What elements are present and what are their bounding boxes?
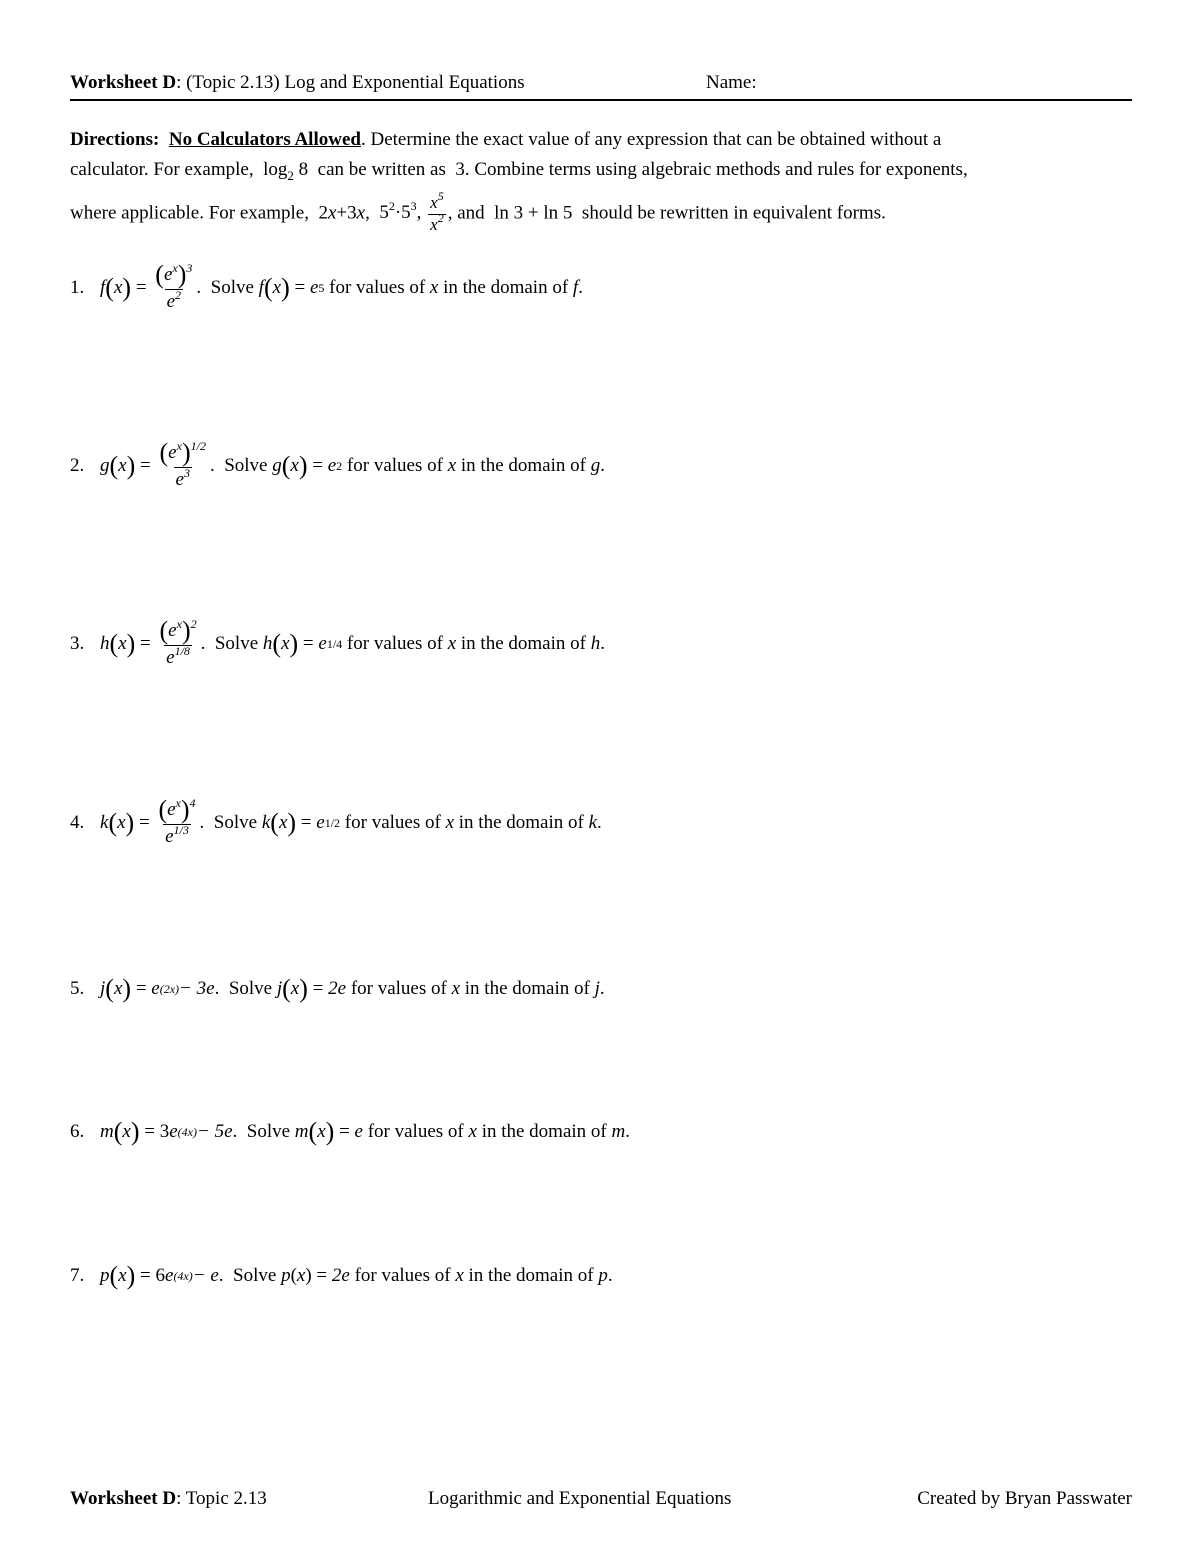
problem-6: 6. m ( x ) = 3 e (4x) − 5e . Solve m ( x ) = e for values of x in the domain of m . (70, 1117, 630, 1146)
in-domain-text: in the domain of (464, 978, 590, 999)
title-bold: Worksheet D (70, 72, 177, 93)
header (70, 72, 1132, 101)
function-name: m (294, 1121, 309, 1142)
problem-4: 4. k ( x ) = $\frac{(e^x)^4}{e^{1/3}}$ . Solve k ( x ) = e 1/2 for values of x in the domain of k . (70, 795, 602, 847)
definition-fraction: $\frac{(e^x)^3}{e^2}$ (155, 260, 193, 312)
rhs-value: 2e (331, 1265, 350, 1286)
directions-line3-c: should be rewritten in equivalent forms. (581, 202, 886, 224)
solve-word: Solve (214, 633, 259, 654)
in-domain-text: in the domain of (468, 1265, 594, 1286)
numerator-exponent: 4 (189, 796, 196, 810)
directions-line2-b: can be written as (317, 159, 446, 180)
rhs-value: e (354, 1121, 363, 1142)
for-values-text: for values of (350, 978, 447, 999)
example-sum: 2x+3x, (318, 202, 370, 224)
function-name: f (572, 277, 579, 298)
numerator-exponent: 1/2 (190, 439, 206, 453)
definition-tail: − 5e (197, 1121, 233, 1142)
problem-number: 5. (70, 978, 85, 999)
example-product: $5^2\cdot 5^3$, (379, 199, 422, 224)
problem-5: 5. j ( x ) = e (2x) − 3e . Solve j ( x ) = 2e for values of x in the domain of j . (70, 974, 605, 1003)
directions-line3-b: , and (447, 202, 485, 224)
definition-coefficient: 6 (155, 1265, 165, 1286)
directions-line2-a: calculator. For example, (70, 159, 254, 180)
problem-7: 7. p ( x ) = 6 e (4x) − e . Solve p ( x ) = 2e for values of x in the domain of p . (70, 1261, 613, 1290)
function-name: j (276, 978, 283, 999)
function-name: p (100, 1265, 110, 1286)
function-name: k (588, 812, 598, 833)
solve-word: Solve (213, 812, 258, 833)
function-name: m (611, 1121, 626, 1142)
problem-1: 1. f ( x ) = $\frac{(e^x)^3}{e^2}$ . Solve f ( x ) = e 5 for values of x in the domain of f . (70, 260, 583, 312)
function-name: f (258, 277, 264, 298)
footer-right: Created by Bryan Passwater (917, 1488, 1132, 1509)
directions-line-3 (70, 189, 886, 235)
name-label: Name: (706, 72, 757, 93)
solve-word: Solve (246, 1121, 291, 1142)
in-domain-text: in the domain of (458, 812, 584, 833)
for-values-text: for values of (344, 812, 441, 833)
worksheet-title (70, 72, 525, 94)
problem-3: 3. h ( x ) = $\frac{(e^x)^2}{e^{1/8}}$ . Solve h ( x ) = e 1/4 for values of x in the domain of h . (70, 616, 605, 668)
function-name: h (590, 633, 601, 654)
for-values-text: for values of (354, 1265, 451, 1286)
definition-fraction: $\frac{(e^x)^{1/2}}{e^3}$ (159, 438, 206, 490)
in-domain-text: in the domain of (481, 1121, 607, 1142)
rhs-value: 2e (328, 978, 347, 999)
footer-left-rest: : Topic 2.13 (176, 1488, 267, 1509)
function-name: k (261, 812, 271, 833)
problem-number: 3. (70, 633, 85, 654)
definition-fraction: $\frac{(e^x)^4}{e^{1/3}}$ (158, 795, 196, 847)
directions-line-1 (70, 125, 941, 155)
function-name: g (590, 455, 601, 476)
definition-coefficient: 3 (159, 1121, 170, 1142)
log-example: $\log_2 8$ (263, 159, 309, 183)
function-name: m (100, 1121, 114, 1142)
solve-word: Solve (224, 455, 268, 476)
solve-word: Solve (210, 277, 254, 298)
directions-line-2 (70, 155, 968, 185)
in-domain-text: in the domain of (460, 633, 586, 654)
function-name: k (100, 812, 109, 833)
for-values-text: for values of (346, 633, 443, 654)
function-name: h (100, 633, 110, 654)
denominator-exponent: 2 (175, 288, 182, 302)
solve-word: Solve (228, 978, 273, 999)
footer-left (70, 1488, 267, 1510)
directions-line2-c: . Combine terms using algebraic methods and rules for exponents, (464, 159, 968, 180)
function-name: f (100, 277, 106, 298)
definition-tail: − e (192, 1265, 219, 1286)
function-name: j (594, 978, 600, 999)
solve-word: Solve (233, 1265, 277, 1286)
function-name: g (272, 455, 282, 476)
function-name: g (100, 455, 110, 476)
definition-tail: − 3e (179, 978, 215, 999)
example-quotient: $\frac{x^5}{x^2}$ (430, 189, 444, 234)
for-values-text: for values of (367, 1121, 464, 1142)
title-rest: : (Topic 2.13) Log and Exponential Equations (176, 72, 525, 93)
directions-line3-a: where applicable. For example, (70, 202, 309, 224)
directions-label: Directions: (70, 129, 160, 150)
footer-center: Logarithmic and Exponential Equations (428, 1488, 732, 1509)
denominator-exponent: 1/3 (173, 823, 189, 837)
numerator-exponent: 2 (190, 617, 197, 631)
problem-number: 4. (70, 812, 85, 833)
function-name: p (598, 1265, 608, 1286)
problem-2: 2. g ( x ) = $\frac{(e^x)^{1/2}}{e^3}$ . Solve g ( x ) = e 2 for values of x in the domain of g . (70, 438, 605, 490)
for-values-text: for values of (346, 455, 443, 476)
denominator-exponent: 3 (183, 466, 190, 480)
directions-line1-rest: . Determine the exact value of any expression that can be obtained without a (360, 129, 942, 150)
for-values-text: for values of (329, 277, 426, 298)
three-example: 3 (455, 159, 465, 180)
problem-number: 1. (70, 277, 85, 298)
denominator-exponent: 1/8 (174, 644, 190, 658)
problem-number: 2. (70, 455, 85, 476)
definition-fraction: $\frac{(e^x)^2}{e^{1/8}}$ (159, 616, 197, 668)
function-name: p (281, 1265, 291, 1286)
footer (70, 1488, 1132, 1516)
example-ln: ln 3 + ln 5 (494, 202, 573, 224)
problem-number: 6. (70, 1121, 85, 1142)
numerator-exponent: 3 (186, 261, 193, 275)
problem-number: 7. (70, 1265, 85, 1286)
in-domain-text: in the domain of (443, 277, 569, 298)
footer-left-bold: Worksheet D (70, 1488, 177, 1509)
function-name: j (100, 978, 106, 999)
function-name: h (262, 633, 273, 654)
no-calculators: No Calculators Allowed (168, 129, 361, 150)
in-domain-text: in the domain of (460, 455, 586, 476)
